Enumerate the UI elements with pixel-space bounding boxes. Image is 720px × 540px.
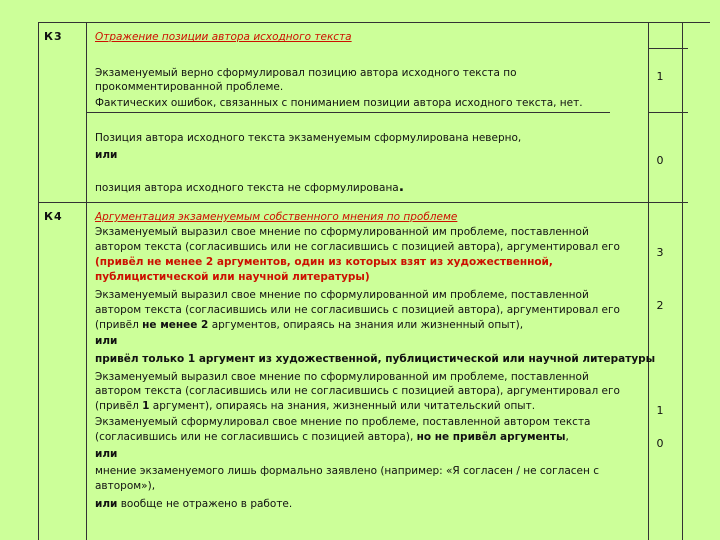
criterion-title-k3: Отражение позиции автора исходного текста — [95, 31, 352, 43]
k4-crit0-line2-c: , — [565, 431, 569, 443]
k4-crit0-line5: автором»), — [95, 480, 156, 492]
k3-crit1-line2: прокомментированной проблеме. — [95, 81, 284, 93]
k4-crit0-or2: или — [95, 498, 118, 510]
row-divider-k3-crit-score — [648, 112, 688, 113]
k3-crit1-line1: Экзаменуемый верно сформулировал позицию автора исходного текста по — [95, 67, 517, 79]
k4-crit0-line6-text: вообще не отражено в работе. — [117, 498, 293, 510]
k4-crit0-line6 — [95, 497, 292, 512]
column-divider-1 — [86, 22, 87, 540]
k4-crit2-line3-a: (привёл — [95, 319, 143, 331]
k4-crit0-or1: или — [95, 448, 118, 460]
k4-crit2-line5: привёл только 1 аргумент из художественной, публицистической или научной литературы — [95, 353, 656, 365]
table-border-left — [38, 22, 39, 540]
row-divider-k3-header — [648, 48, 688, 49]
k4-crit1-line1: Экзаменуемый выразил свое мнение по сформулированной им проблеме, поставленной — [95, 371, 589, 383]
k3-crit0-line1: Позиция автора исходного текста экзаменуемым сформулирована неверно, — [95, 132, 522, 144]
k3-crit0-line3-text: позиция автора исходного текста не сформулирована — [95, 182, 399, 194]
k4-crit1-line2: автором текста (согласившись или не согласившись с позицией автора), аргументировал его — [95, 385, 620, 397]
k4-crit2-or: или — [95, 335, 118, 347]
k4-crit3-line1: Экзаменуемый выразил свое мнение по сформулированной им проблеме, поставленной — [95, 226, 589, 238]
k4-crit2-line2: автором текста (согласившись или не согласившись с позицией автора), аргументировал его — [95, 304, 620, 316]
k4-crit3-line3: (привёл не менее 2 аргументов, один из которых взят из художественной, — [95, 256, 553, 268]
k4-crit0-line1: Экзаменуемый сформулировал свое мнение по проблеме, поставленной автором текста — [95, 416, 591, 428]
k4-score-0: 0 — [656, 437, 664, 450]
k4-score-2: 2 — [656, 299, 664, 312]
k3-crit1-line3: Фактических ошибок, связанных с пониманием позиции автора исходного текста, нет. — [95, 97, 583, 109]
k4-crit1-line3-c: аргумент), опираясь на знания, жизненный или читательский опыт. — [149, 400, 536, 412]
k3-crit0-dot: . — [398, 179, 405, 195]
k4-crit1-line3-b: 1 — [142, 400, 150, 412]
k4-crit0-line4: мнение экзаменуемого лишь формально заявлено (например: «Я согласен / не согласен с — [95, 465, 599, 477]
k4-crit1-line3-a: (привёл — [95, 400, 143, 412]
criterion-id-k4: К4 — [44, 210, 63, 223]
k4-crit2-line1: Экзаменуемый выразил свое мнение по сформулированной им проблеме, поставленной — [95, 289, 589, 301]
k4-crit2-line3-b: не менее 2 — [142, 319, 209, 331]
k4-crit2-line3-c: аргументов, опираясь на знания или жизненный опыт), — [208, 319, 524, 331]
k4-crit1-line3 — [95, 399, 535, 414]
criterion-id-k3: К3 — [44, 30, 63, 43]
k3-score-0: 0 — [656, 154, 664, 167]
k4-crit3-line2: автором текста (согласившись или не согласившись с позицией автора), аргументировал его — [95, 241, 620, 253]
k4-crit0-line2-a: (согласившись или не согласившись с позицией автора), — [95, 431, 417, 443]
table-border-top — [38, 22, 710, 23]
criterion-title-k4: Аргументация экзаменуемым собственного мнения по проблеме — [95, 211, 458, 223]
k4-crit0-line2 — [95, 430, 569, 445]
k4-crit0-line2-b: но не привёл аргументы — [416, 431, 566, 443]
table-border-right — [682, 22, 683, 540]
row-divider-k4 — [38, 202, 688, 203]
k4-score-3: 3 — [656, 246, 664, 259]
k3-crit0-line3 — [95, 180, 404, 196]
row-divider-k3-crit — [86, 112, 610, 113]
k4-score-1: 1 — [656, 404, 664, 417]
k3-score-1: 1 — [656, 70, 664, 83]
k3-crit0-or: или — [95, 149, 118, 161]
k4-crit2-line3 — [95, 318, 523, 333]
k4-crit3-line4: публицистической или научной литературы) — [95, 271, 370, 283]
column-divider-2 — [648, 22, 649, 540]
